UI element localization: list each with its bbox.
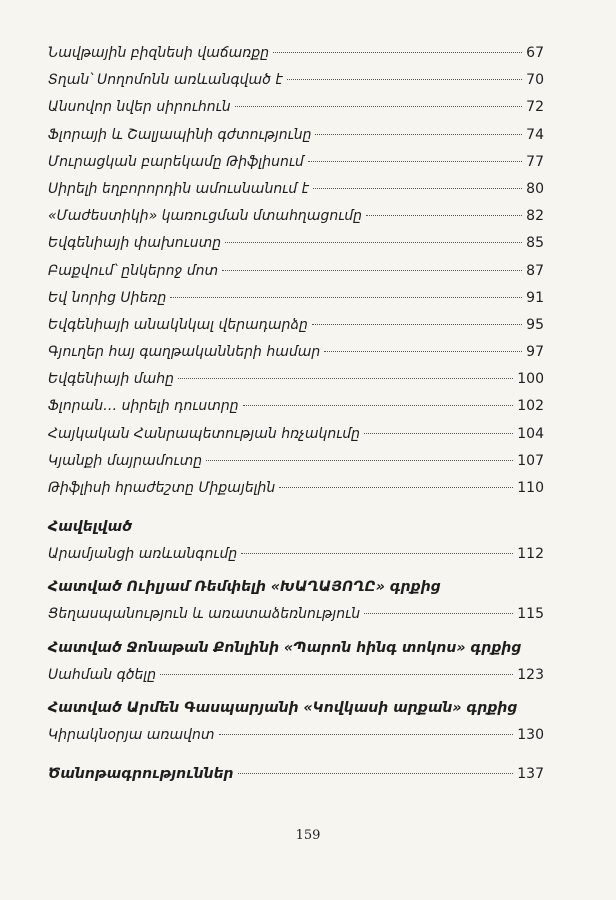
toc-entry-title: Ֆլորան… սիրելի դուստրը — [48, 398, 239, 415]
leader-dots — [160, 674, 513, 675]
toc-entry-title: Եվգենիայի անակնկալ վերադարձը — [48, 316, 308, 333]
toc-entry-page: 82 — [526, 208, 544, 225]
leader-dots — [315, 134, 522, 135]
page-number: 159 — [295, 828, 321, 843]
toc-entry-page: 72 — [526, 99, 544, 116]
toc-entry — [48, 312, 544, 339]
toc-entry — [48, 541, 544, 568]
leader-dots — [241, 553, 513, 554]
toc-entry-page: 123 — [517, 666, 544, 683]
leader-dots — [364, 613, 513, 614]
toc-entry-page: 100 — [517, 371, 544, 388]
toc-entry-title: Գյուղեր հայ գաղթականների համար — [48, 344, 321, 361]
toc-entry-page: 97 — [526, 344, 544, 361]
toc-entry — [48, 448, 544, 475]
toc-entry — [48, 475, 544, 502]
toc-entry-page: 87 — [526, 262, 544, 279]
toc-entry-page: 77 — [526, 153, 544, 170]
toc-entry-page: 91 — [526, 289, 544, 306]
toc-entry — [48, 176, 544, 203]
toc-entry — [48, 285, 544, 312]
toc-entry — [48, 94, 544, 121]
toc-entry — [48, 40, 544, 67]
leader-dots — [206, 460, 513, 461]
toc-entry-title: Կիրակնօրյա առավոտ — [48, 726, 215, 743]
toc-entry-page: 102 — [517, 398, 544, 415]
toc-entry-page: 104 — [517, 425, 544, 442]
toc-entry-title: Սիրելի եղբորորդին ամուսնանում է — [48, 180, 309, 197]
leader-dots — [308, 161, 522, 162]
toc-entry-title: Եվ նորից Սիեռը — [48, 289, 167, 306]
toc-entry-page: 80 — [526, 180, 544, 197]
toc-entry — [48, 203, 544, 230]
toc-entry-page: 112 — [517, 546, 544, 563]
toc-entry — [48, 122, 544, 149]
toc-entry-page: 67 — [526, 45, 544, 61]
toc-entry-title: Անսովոր նվեր սիրուհուն — [48, 99, 231, 116]
leader-dots — [243, 405, 514, 406]
toc-entry — [48, 258, 544, 285]
toc-entry — [48, 366, 544, 393]
toc-entry-title: Եվգենիայի փախուստը — [48, 235, 222, 252]
leader-dots — [312, 324, 522, 325]
toc-entry — [48, 393, 544, 420]
toc-entry — [48, 67, 544, 94]
leader-dots — [178, 378, 513, 379]
toc-entry-notes — [48, 761, 544, 788]
leader-dots — [366, 215, 522, 216]
section-gap — [48, 749, 544, 761]
toc-entry — [48, 339, 544, 366]
toc-entry-title: Ծանոթագրություններ — [48, 765, 234, 782]
toc-entry-title: Մուրացկան բարեկամը Թիֆլիսում — [48, 153, 304, 170]
excerpt-heading: Հատված Արմեն Գասպարյանի «Կովկասի արքան» գրքից — [48, 699, 518, 716]
toc-entry-page: 130 — [517, 726, 544, 743]
toc-entry-page: 137 — [517, 765, 544, 782]
toc-entry-title: Արամյանցի առևանգումը — [48, 546, 238, 563]
leader-dots — [222, 270, 522, 271]
toc-entry-page: 70 — [526, 72, 544, 89]
toc-entry — [48, 601, 544, 628]
toc-entry-title: Ֆլորայի և Շալյապինի գժտությունը — [48, 126, 312, 143]
toc-entry-page: 107 — [517, 452, 544, 469]
leader-dots — [235, 106, 523, 107]
toc-entry-page: 85 — [526, 235, 544, 252]
toc-entry-title: Թիֆլիսի հրաժեշտը Միքայելին — [48, 480, 276, 496]
toc-entry-title: Ցեղասպանություն և առատաձեռնություն — [48, 606, 361, 623]
toc-entry — [48, 230, 544, 257]
toc-entry-title: Հայկական Հանրապետության հռչակումը — [48, 425, 361, 442]
leader-dots — [324, 351, 522, 352]
leader-dots — [287, 79, 523, 80]
excerpt-heading: Հատված Ուիլյամ Ռեմփելի «ԽԱՂԱՅՈՂԸ» գրքից — [48, 579, 441, 596]
toc-entry — [48, 149, 544, 176]
leader-dots — [313, 188, 522, 189]
toc-entry-title: Եվգենիայի մահը — [48, 371, 175, 388]
leader-dots — [170, 297, 522, 298]
toc-entry-title: Կյանքի մայրամուտը — [48, 452, 203, 469]
appendix-heading: Հավելված — [48, 519, 133, 536]
toc-entry-title: Նավթային բիզնեսի վաճառքը — [48, 45, 270, 61]
toc-entry-title: Սահման գծելը — [48, 666, 157, 683]
section-gap — [48, 502, 544, 514]
excerpt-heading: Հատված Ջոնաթան Քոնլինի «Պարոն հինգ տոկոս» գրքից — [48, 639, 522, 656]
toc-entry-title: «Մաժեստիկի» կառուցման մտահղացումը — [48, 208, 363, 225]
leader-dots — [273, 52, 522, 53]
toc-entry-page: 110 — [517, 480, 544, 496]
toc-entry — [48, 722, 544, 749]
toc-entry-page: 115 — [517, 606, 544, 623]
leader-dots — [279, 487, 513, 488]
toc-entry-page: 95 — [526, 316, 544, 333]
leader-dots — [238, 773, 514, 774]
leader-dots — [364, 433, 513, 434]
leader-dots — [225, 242, 522, 243]
toc-entry — [48, 421, 544, 448]
leader-dots — [219, 734, 514, 735]
toc-entry-title: Բաքվում՝ ընկերոջ մոտ — [48, 262, 219, 279]
toc-entry — [48, 662, 544, 689]
toc-entry-page: 74 — [526, 126, 544, 143]
table-of-contents — [48, 40, 544, 788]
toc-entry-title: Տղան՝ Սողոմոնն առևանգված է — [48, 72, 283, 89]
